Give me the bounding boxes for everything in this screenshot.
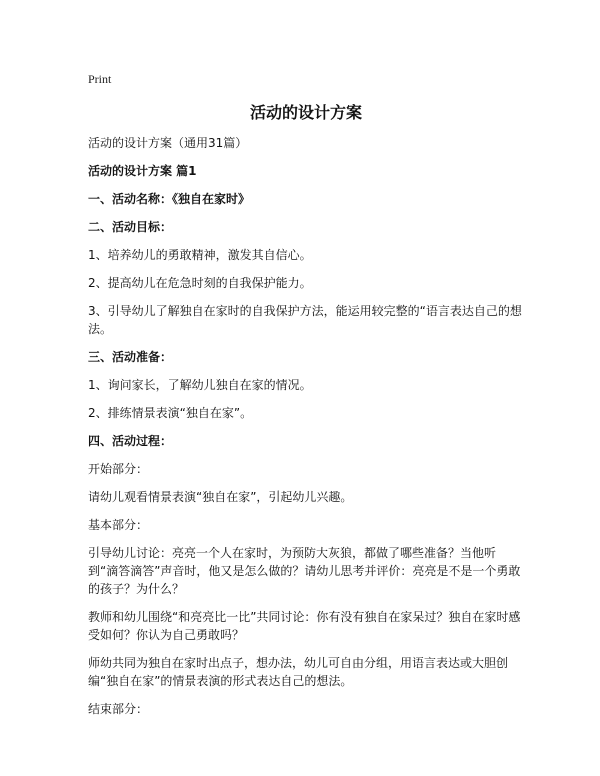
paragraph: 结束部分： xyxy=(88,702,149,716)
paragraph: 1、询问家长，了解幼儿独自在家的情况。 xyxy=(88,378,312,392)
document-page xyxy=(88,72,524,728)
paragraph: 基本部分： xyxy=(88,518,149,532)
paragraph: 教师和幼儿围绕“和亮亮比一比”共同讨论：你有没有独自在家呆过？独自在家时感受如何？你认为自己勇敢吗？ xyxy=(88,610,521,642)
section-heading: 四、活动过程： xyxy=(88,434,173,448)
paragraph: 2、排练情景表演“独自在家”。 xyxy=(88,406,253,420)
paragraph: 1、培养幼儿的勇敢精神，激发其自信心。 xyxy=(88,248,312,262)
paragraph: 引导幼儿讨论：亮亮一个人在家时，为预防大灰狼，都做了哪些准备？当他听到“滴答滴答”声音时，他又是怎么做的？请幼儿思考并评价：亮亮是不是一个勇敢的孩子？为什么？ xyxy=(88,546,521,596)
section-heading: 活动的设计方案 篇1 xyxy=(88,164,197,178)
paragraph: 活动的设计方案（通用31篇） xyxy=(88,136,248,150)
document-body xyxy=(88,134,524,718)
section-heading: 二、活动目标： xyxy=(88,220,173,234)
section-heading: 三、活动准备： xyxy=(88,350,173,364)
paragraph: 请幼儿观看情景表演“独自在家”，引起幼儿兴趣。 xyxy=(88,490,353,504)
paragraph: 开始部分： xyxy=(88,462,149,476)
paragraph: 2、提高幼儿在危急时刻的自我保护能力。 xyxy=(88,276,312,290)
document-title: 活动的设计方案 xyxy=(249,103,362,122)
print-label: Print xyxy=(88,72,112,86)
paragraph: 3、引导幼儿了解独自在家时的自我保护方法，能运用较完整的“语言表达自己的想法。 xyxy=(88,304,522,336)
section-heading: 一、活动名称：《独自在家时》 xyxy=(88,192,251,206)
paragraph: 师幼共同为独自在家时出点子，想办法，幼儿可自由分组，用语言表达或大胆创编“独自在家”的情景表演的形式表达自己的想法。 xyxy=(88,656,509,688)
